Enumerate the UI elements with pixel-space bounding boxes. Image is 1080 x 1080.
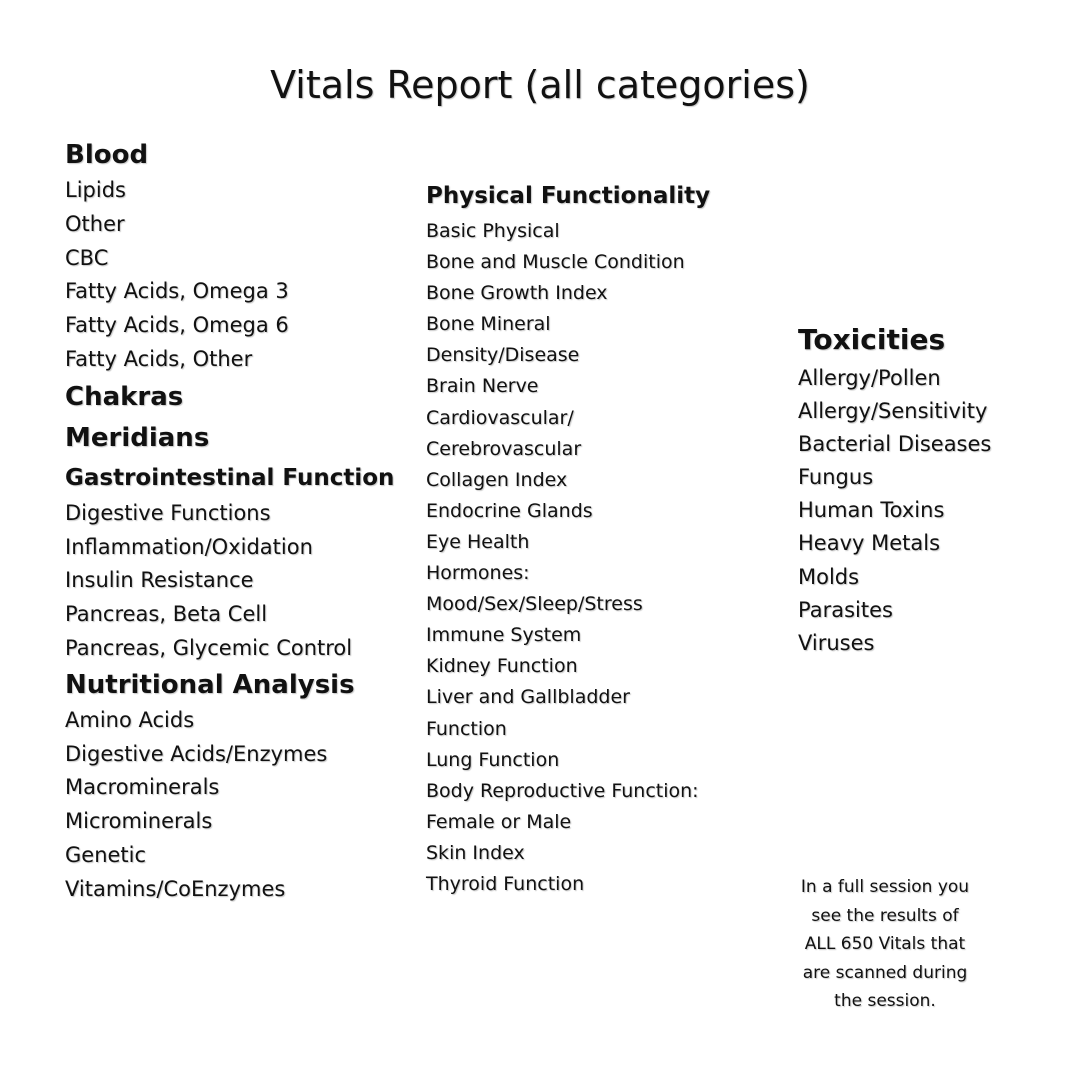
column-left [65, 136, 415, 907]
list-item: Liver and Gallbladder [426, 686, 630, 709]
list-item: Body Reproductive Function: [426, 779, 699, 802]
list-item: Fatty Acids, Omega 3 [65, 279, 289, 304]
list-item: Vitamins/CoEnzymes [65, 876, 286, 901]
page-title: Vitals Report (all categories) [270, 63, 810, 107]
list-item: Lung Function [426, 748, 560, 771]
list-item: Fatty Acids, Other [65, 346, 253, 371]
heading-gastrointestinal-function: Gastrointestinal Function [65, 464, 395, 491]
list-item: Fatty Acids, Omega 6 [65, 313, 289, 338]
list-item: Density/Disease [426, 344, 580, 367]
heading-meridians: Meridians [65, 422, 210, 453]
list-item: Fungus [798, 465, 874, 490]
list-item: Eye Health [426, 530, 530, 553]
list-item: Thyroid Function [426, 872, 585, 895]
list-item: Brain Nerve [426, 375, 539, 398]
note-line: the session. [834, 991, 936, 1011]
list-item: Allergy/Sensitivity [798, 399, 988, 424]
list-item: Hormones: [426, 562, 530, 585]
list-item: Microminerals [65, 809, 213, 834]
list-item: Amino Acids [65, 707, 195, 732]
list-item: Pancreas, Beta Cell [65, 602, 268, 627]
list-item: Heavy Metals [798, 531, 941, 556]
note-line: In a full session you [800, 877, 970, 897]
heading-nutritional-analysis: Nutritional Analysis [65, 669, 355, 700]
list-item: Viruses [798, 630, 875, 655]
column-right [798, 318, 1068, 660]
list-item: Digestive Acids/Enzymes [65, 741, 328, 766]
list-item: Human Toxins [798, 498, 945, 523]
list-item: Bacterial Diseases [798, 432, 992, 457]
list-item: Inflammation/Oxidation [65, 534, 313, 559]
list-item: Endocrine Glands [426, 499, 593, 522]
list-item: Bone Growth Index [426, 282, 608, 305]
list-item: Lipids [65, 178, 126, 202]
list-item: Bone and Muscle Condition [426, 251, 685, 274]
list-item: Skin Index [426, 841, 525, 864]
list-item: Mood/Sex/Sleep/Stress [426, 593, 643, 616]
list-item: Insulin Resistance [65, 568, 254, 593]
list-item: Other [65, 211, 125, 236]
list-item: Genetic [65, 842, 147, 867]
note-line: ALL 650 Vitals that [804, 934, 966, 954]
session-note [770, 873, 1000, 1016]
list-item: Cardiovascular/ [426, 406, 574, 429]
list-item: Allergy/Pollen [798, 366, 941, 390]
list-item: Basic Physical [426, 220, 560, 242]
list-item: Digestive Functions [65, 500, 271, 525]
heading-toxicities: Toxicities [798, 323, 946, 356]
heading-blood: Blood [65, 140, 149, 170]
note-line: are scanned during [802, 962, 968, 983]
list-item: Bone Mineral [426, 313, 551, 336]
list-item: Kidney Function [426, 655, 578, 678]
list-item: Pancreas, Glycemic Control [65, 635, 353, 660]
list-item: Macrominerals [65, 775, 220, 800]
list-item: Function [426, 717, 507, 740]
note-line: see the results of [811, 905, 959, 926]
list-item: Cerebrovascular [426, 437, 582, 460]
heading-chakras: Chakras [65, 381, 184, 412]
list-item: CBC [65, 245, 109, 270]
column-middle [426, 176, 771, 900]
list-item: Molds [798, 564, 860, 589]
list-item: Immune System [426, 624, 582, 647]
list-item: Parasites [798, 597, 893, 622]
heading-physical-functionality: Physical Functionality [426, 183, 711, 209]
list-item: Female or Male [426, 810, 572, 833]
list-item: Collagen Index [426, 468, 568, 491]
